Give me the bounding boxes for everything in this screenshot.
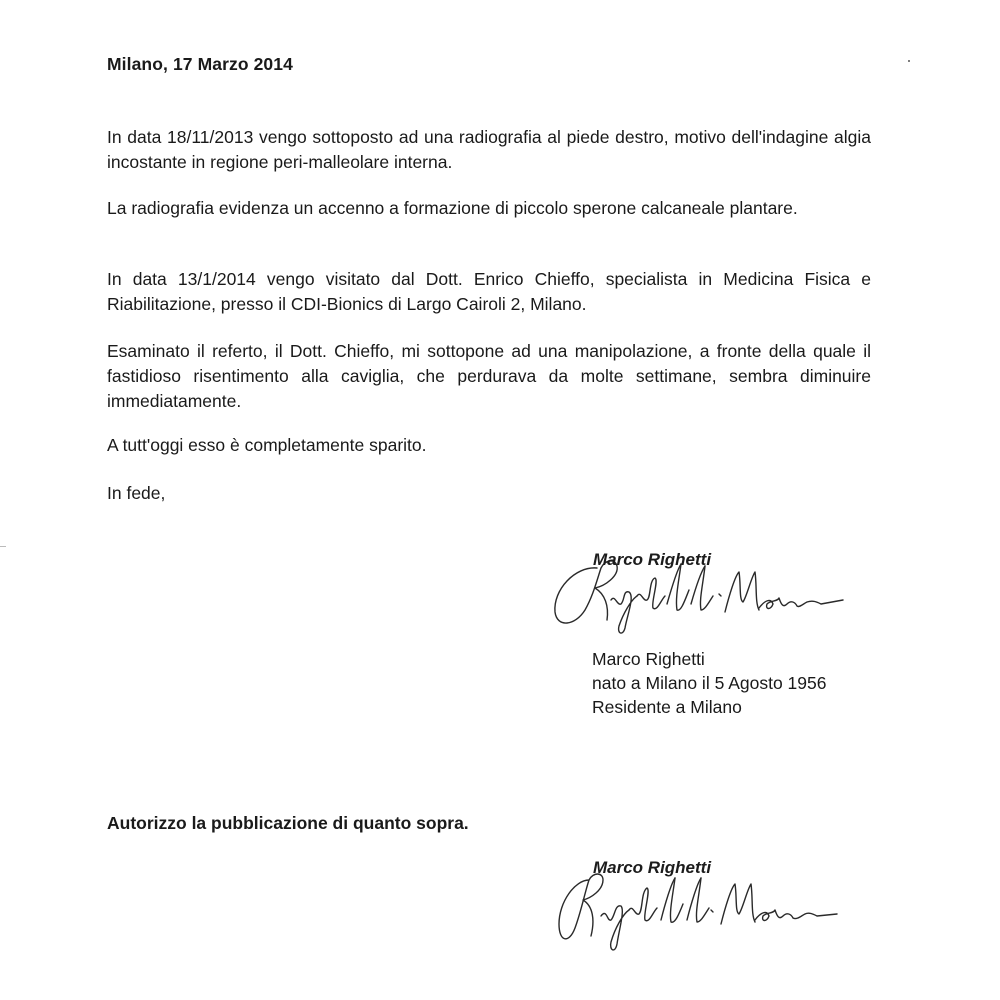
- paragraph-outcome: A tutt'oggi esso è completamente sparito.: [107, 435, 427, 455]
- signature-block-2: [545, 858, 875, 958]
- scan-mark: [0, 546, 6, 547]
- paragraph-radiography-result: La radiografia evidenza un accenno a formazione di piccolo sperone calcaneale plantare.: [107, 198, 798, 218]
- signer-birth: nato a Milano il 5 Agosto 1956: [592, 673, 827, 693]
- signer-name: Marco Righetti: [592, 649, 705, 669]
- signature-typed-name-2: Marco Righetti: [593, 858, 712, 877]
- scan-speck: [908, 60, 910, 62]
- closing-salutation: In fede,: [107, 483, 166, 503]
- signer-identity: [592, 647, 826, 719]
- place-date: Milano, 17 Marzo 2014: [107, 54, 293, 74]
- publication-authorization: Autorizzo la pubblicazione di quanto sopra.: [107, 813, 469, 833]
- paragraph-manipulation: Esaminato il referto, il Dott. Chieffo, mi sottopone ad una manipolazione, a fronte della quale il fastidioso risentimento alla caviglia, che perdurava da molte settimane, sembra diminuire immediatamente.: [107, 341, 871, 411]
- paragraph-radiography-date: In data 18/11/2013 vengo sottoposto ad una radiografia al piede destro, motivo dell'indagine algia incostante in regione peri-malleolare interna.: [107, 127, 871, 172]
- signature-typed-name-1: Marco Righetti: [593, 550, 712, 569]
- paragraph-doctor-visit: In data 13/1/2014 vengo visitato dal Dott. Enrico Chieffo, specialista in Medicina Fisica e Riabilitazione, presso il CDI-Bionics di Largo Cairoli 2, Milano.: [107, 269, 871, 314]
- signature-block-1: [545, 550, 875, 640]
- signer-residence: Residente a Milano: [592, 697, 742, 717]
